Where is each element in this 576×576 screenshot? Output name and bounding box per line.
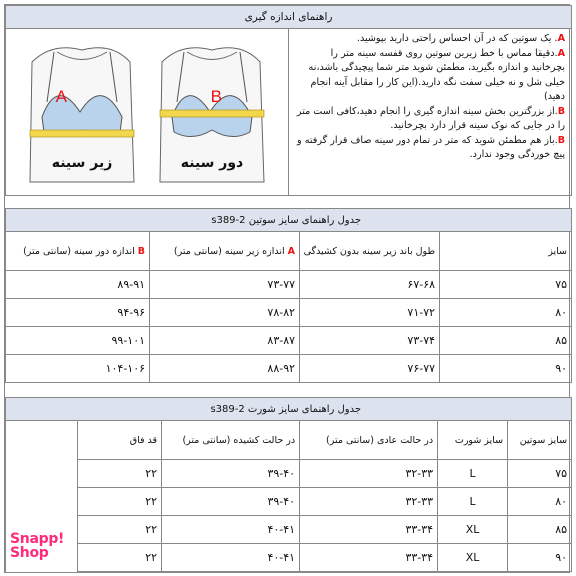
cell-size: ۸۵ xyxy=(440,327,572,355)
cell-normal: ۳۳-۳۴ xyxy=(300,544,438,572)
cell-bra-size: ۸۵ xyxy=(508,516,572,544)
cell-shorts-size: L xyxy=(438,460,508,488)
bra-table-title: جدول راهنمای سایز سوتین s389-2 xyxy=(6,209,572,232)
measurement-guide xyxy=(5,5,572,196)
header-band-length: طول باند زیر سینه بدون کشیدگی xyxy=(300,232,440,271)
table-row xyxy=(6,544,572,572)
cell-bra-size: ۹۰ xyxy=(508,544,572,572)
cell-length: ۲۲ xyxy=(78,460,162,488)
figure-b-label: دور سینه xyxy=(180,155,244,171)
cell-band: ۶۷-۶۸ xyxy=(300,271,440,299)
header-size: سایز xyxy=(440,232,572,271)
cell-stretched: ۴۰-۴۱ xyxy=(162,516,300,544)
instruction-3: B.از بزرگترین بخش سینه اندازه گیری را انجام دهید،کافی است متر را در جایی که نوک سینه قرار دارد بچرخانید. xyxy=(296,105,566,131)
cell-shorts-size: XL xyxy=(438,544,508,572)
figure-bust xyxy=(160,48,264,182)
header-bra-size: سایز سوتین xyxy=(508,421,572,460)
instruction-1: A. یک سوتین که در آن احساس راحتی دارید بپوشید. xyxy=(356,33,566,44)
table-row xyxy=(6,516,572,544)
empty-cell xyxy=(6,488,78,516)
guide-illustrations xyxy=(6,29,289,196)
bra-size-table xyxy=(5,208,572,383)
cell-length: ۲۲ xyxy=(78,488,162,516)
cell-normal: ۳۲-۳۳ xyxy=(300,460,438,488)
snapp-shop-logo xyxy=(10,532,64,560)
spacer xyxy=(5,196,569,208)
cell-shorts-size: L xyxy=(438,488,508,516)
table-row xyxy=(6,355,572,383)
table-row xyxy=(6,327,572,355)
header-bust: B اندازه دور سینه (سانتی متر) xyxy=(6,232,150,271)
logo-line-2: Shop xyxy=(10,545,49,561)
guide-instructions xyxy=(289,29,572,196)
header-length: قد فاق xyxy=(78,421,162,460)
figure-b-letter: B xyxy=(210,87,223,106)
cell-underbust: ۷۳-۷۷ xyxy=(150,271,300,299)
table-row xyxy=(6,460,572,488)
header-underbust: A اندازه زیر سینه (سانتی متر) xyxy=(150,232,300,271)
cell-size: ۹۰ xyxy=(440,355,572,383)
cell-shorts-size: XL xyxy=(438,516,508,544)
cell-underbust: ۸۳-۸۷ xyxy=(150,327,300,355)
table-row xyxy=(6,299,572,327)
table-row xyxy=(6,488,572,516)
figure-a-letter: A xyxy=(55,87,68,106)
size-guide-sheet xyxy=(4,4,570,573)
cell-stretched: ۳۹-۴۰ xyxy=(162,460,300,488)
empty-cell xyxy=(6,421,78,460)
cell-band: ۷۳-۷۴ xyxy=(300,327,440,355)
cell-bra-size: ۷۵ xyxy=(508,460,572,488)
cell-stretched: ۴۰-۴۱ xyxy=(162,544,300,572)
figure-underbust xyxy=(30,48,134,182)
cell-size: ۷۵ xyxy=(440,271,572,299)
instruction-4: B.باز هم مطمئن شوید که متر در تمام دور سینه صاف قرار گرفته و پیچ خوردگی وجود ندارد. xyxy=(297,134,566,160)
cell-underbust: ۷۸-۸۲ xyxy=(150,299,300,327)
cell-bra-size: ۸۰ xyxy=(508,488,572,516)
figure-a-label: زیر سینه xyxy=(51,155,113,171)
cell-normal: ۳۳-۳۴ xyxy=(300,516,438,544)
cell-bust: ۱۰۴-۱۰۶ xyxy=(6,355,150,383)
empty-cell xyxy=(6,460,78,488)
table-row xyxy=(6,271,572,299)
instruction-2: A.دقیقا مماس با خط زیرین سوتین روی قفسه سینه متر را بچرخانید و اندازه بگیرید، مطمئن شوید متر شما پیچیدگی باشد،نه خیلی شل و نه خیلی سفت نگه دارید.(این کار را مقابل آینه انجام دهید) xyxy=(308,47,566,102)
shorts-size-table xyxy=(5,397,572,572)
measurement-illustration xyxy=(12,32,282,192)
cell-bust: ۸۹-۹۱ xyxy=(6,271,150,299)
spacer xyxy=(5,383,569,397)
guide-title: راهنمای اندازه گیری xyxy=(6,6,572,29)
shorts-table-title: جدول راهنمای سایز شورت s389-2 xyxy=(6,398,572,421)
cell-bust: ۹۹-۱۰۱ xyxy=(6,327,150,355)
cell-band: ۷۶-۷۷ xyxy=(300,355,440,383)
cell-length: ۲۲ xyxy=(78,516,162,544)
cell-size: ۸۰ xyxy=(440,299,572,327)
header-shorts-size: سایز شورت xyxy=(438,421,508,460)
cell-length: ۲۲ xyxy=(78,544,162,572)
cell-bust: ۹۴-۹۶ xyxy=(6,299,150,327)
header-normal: در حالت عادی (سانتی متر) xyxy=(300,421,438,460)
logo-line-1: Snapp! xyxy=(10,531,65,547)
cell-band: ۷۱-۷۲ xyxy=(300,299,440,327)
cell-underbust: ۸۸-۹۲ xyxy=(150,355,300,383)
header-stretched: در حالت کشیده (سانتی متر) xyxy=(162,421,300,460)
cell-normal: ۳۲-۳۳ xyxy=(300,488,438,516)
cell-stretched: ۳۹-۴۰ xyxy=(162,488,300,516)
